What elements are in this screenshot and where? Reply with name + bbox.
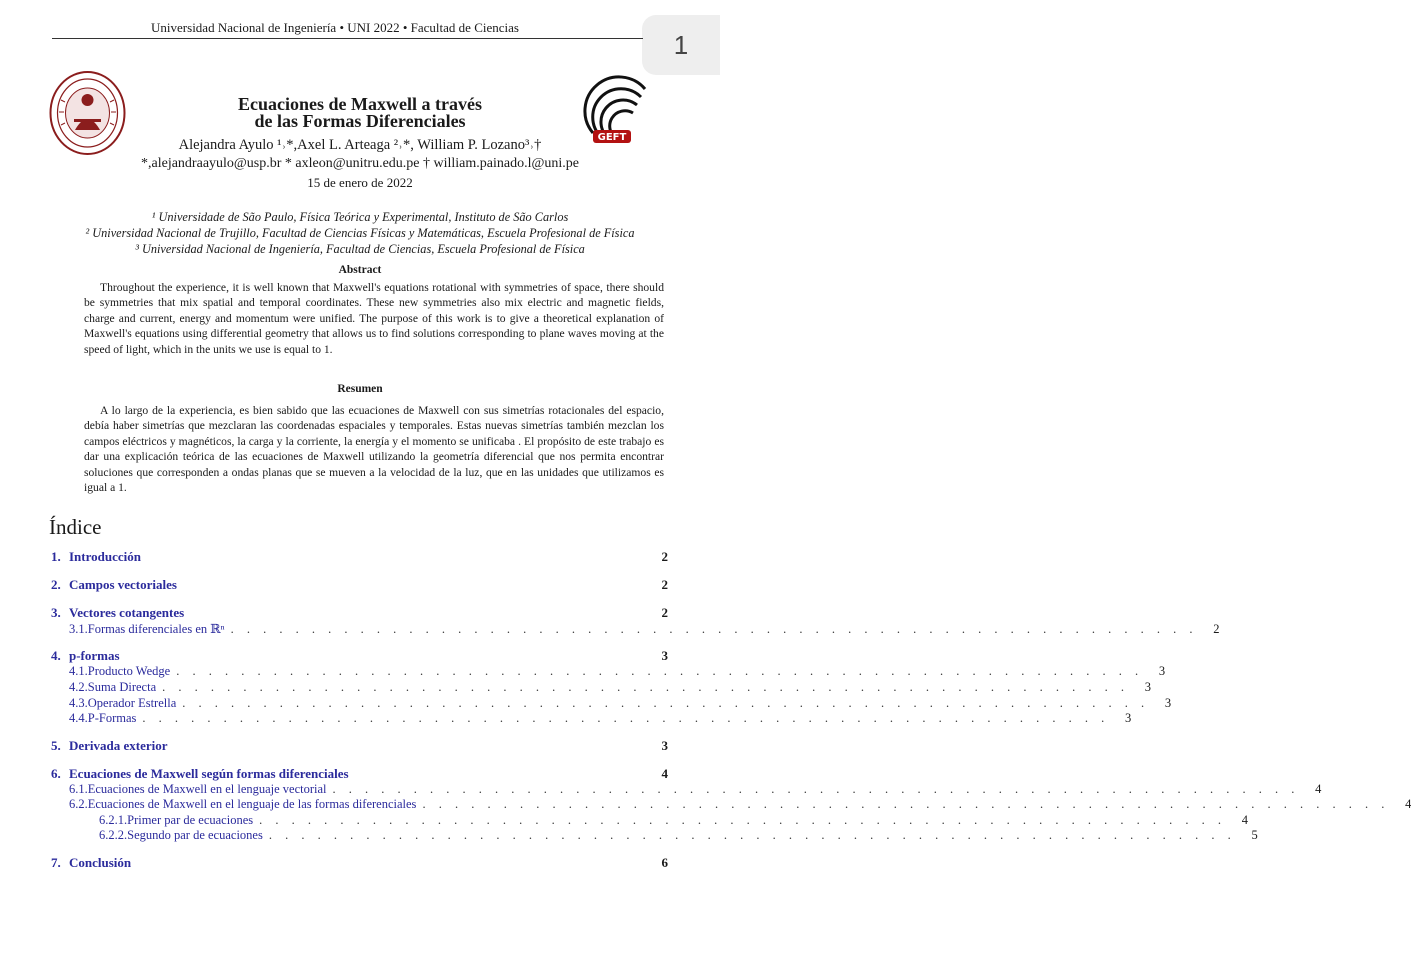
toc-entry[interactable]	[51, 605, 668, 621]
running-head: Universidad Nacional de Ingeniería • UNI 2022 • Facultad de Ciencias	[151, 20, 519, 35]
toc-entry[interactable]: 6.2.2. Segundo par de ecuaciones . . . . . . . . . . . . . . . . . . . . . . . . . . . . . . . . . . . . . . . . . . . . . . . . . . . . . . . . . . . . 5	[51, 828, 668, 843]
toc-entry-label: Operador Estrella	[87, 696, 177, 710]
toc-entry[interactable]: 4.3. Operador Estrella . . . . . . . . . . . . . . . . . . . . . . . . . . . . . . . . . . . . . . . . . . . . . . . . . . . . . . . . . . . . 3	[51, 696, 668, 711]
affiliation-3: ³ Universidad Nacional de Ingeniería, Facultad de Ciencias, Escuela Profesional de Física	[135, 242, 585, 256]
toc-entry-label: Producto Wedge	[87, 664, 171, 678]
toc-entry-label: Ecuaciones de Maxwell en el lenguaje de las formas diferenciales	[87, 797, 417, 811]
title-line-2: de las Formas Diferenciales	[254, 111, 466, 131]
toc-entry-number: 7.	[51, 855, 61, 870]
toc-entry-number: 6.	[51, 766, 61, 781]
affiliation-2: ² Universidad Nacional de Trujillo, Facultad de Ciencias Físicas y Matemáticas, Escuela Profesional de Física	[85, 226, 635, 240]
toc-entry-page: 4	[1241, 813, 1248, 827]
toc-entry-number: 4.1.	[69, 664, 88, 678]
toc-entry[interactable]	[51, 577, 668, 593]
toc-entry-number: 6.2.	[69, 797, 88, 811]
toc-entry-label: Conclusión	[69, 855, 132, 870]
abstract-text: Throughout the experience, it is well known that Maxwell's equations rotational with symmetries of space, there should be symmetries that mix spatial and temporal coordinates. These new symmetries also mix electric and magnetic fields, charge and current, energy and momentum were unified. The purpose of this work is to give a theoretical explanation of Maxwell's equations using differential geometry that allows us to find solutions corresponding to plane waves moving at the speed of light, which in the units we use is equal to 1.	[84, 281, 664, 356]
toc-entry-number: 6.2.1.	[99, 813, 128, 827]
toc-entry-number: 3.	[51, 605, 61, 620]
geft-logo-text: GEFT	[597, 132, 627, 143]
toc-entry[interactable]: 3.1. Formas diferenciales en ℝⁿ . . . . . . . . . . . . . . . . . . . . . . . . . . . . . . . . . . . . . . . . . . . . . . . . . . . . . . . . . . . . 2	[51, 621, 668, 637]
toc-entry-label: P-Formas	[87, 711, 137, 725]
toc-entry[interactable]	[51, 648, 668, 664]
toc-entry-page: 3	[661, 648, 668, 663]
toc-entry-page: 2	[661, 549, 668, 564]
toc-entry-label: Ecuaciones de Maxwell en el lenguaje vectorial	[87, 782, 327, 796]
toc-entry[interactable]: 4.2. Suma Directa . . . . . . . . . . . . . . . . . . . . . . . . . . . . . . . . . . . . . . . . . . . . . . . . . . . . . . . . . . . . 3	[51, 680, 668, 695]
toc-entry-page: 3	[1144, 680, 1152, 694]
toc-entry-number: 5.	[51, 738, 61, 753]
paper-title	[140, 96, 580, 130]
toc-entry-number: 2.	[51, 577, 61, 592]
toc-entry-label: Campos vectoriales	[69, 577, 177, 592]
resumen-heading: Resumen	[337, 383, 383, 395]
header-rule	[52, 38, 643, 39]
toc-entry[interactable]	[51, 549, 668, 565]
toc-entry-label: Ecuaciones de Maxwell según formas diferenciales	[69, 766, 349, 781]
page-number-badge: 1	[642, 15, 720, 75]
toc-entry[interactable]: 4.4. P-Formas . . . . . . . . . . . . . . . . . . . . . . . . . . . . . . . . . . . . . . . . . . . . . . . . . . . . . . . . . . . . 3	[51, 711, 668, 726]
toc-entry-number: 3.1.	[69, 622, 88, 636]
toc-entry-label: Suma Directa	[87, 680, 157, 694]
resumen-text: A lo largo de la experiencia, es bien sabido que las ecuaciones de Maxwell con sus simetrías rotacionales del espacio, debía haber simetrías que mezclaran las coordenadas espaciales y temporales. Estas nuevas simetrías también mezclan los campos eléctricos y magnéticos, la carga y la corriente, la energía y el momento se unificaba . El propósito de este trabajo es dar una explicación teórica de las ecuaciones de Maxwell utilizando la geometría diferencial que nos permita encontrar soluciones que corresponden a ondas planas que se mueven a la velocidad de la luz, que en las unidades que utilizamos es igual a 1.	[84, 404, 664, 495]
toc-entry-label: p-formas	[69, 648, 120, 663]
toc-entry-label: Segundo par de ecuaciones	[127, 828, 263, 842]
toc-entry[interactable]: 6.2. Ecuaciones de Maxwell en el lenguaje de las formas diferenciales . . . . . . . . . . . . . . . . . . . . . . . . . . . . . . . . . . . . . . . . . . . . . . . . . . . . . . . . . . . . 4	[51, 797, 668, 812]
toc-entry-number: 4.3.	[69, 696, 88, 710]
toc-entry-page: 3	[1164, 696, 1172, 710]
toc-entry-label: Primer par de ecuaciones	[127, 813, 254, 827]
toc-entry[interactable]	[51, 738, 668, 754]
toc-entry-label: Formas diferenciales en ℝⁿ	[87, 622, 225, 636]
toc-entry-number: 4.	[51, 648, 61, 663]
toc-entry-page: 2	[1213, 622, 1220, 636]
toc-entry-label: Vectores cotangentes	[69, 605, 185, 620]
toc-entry-page: 4	[1315, 782, 1322, 796]
toc-entry[interactable]: 6.2.1. Primer par de ecuaciones . . . . . . . . . . . . . . . . . . . . . . . . . . . . . . . . . . . . . . . . . . . . . . . . . . . . . . . . . . . . 4	[51, 813, 668, 828]
toc-entry-page: 5	[1251, 828, 1258, 842]
toc-entry[interactable]: 4.1. Producto Wedge . . . . . . . . . . . . . . . . . . . . . . . . . . . . . . . . . . . . . . . . . . . . . . . . . . . . . . . . . . . . 3	[51, 664, 668, 679]
abstract-heading: Abstract	[338, 264, 382, 276]
toc-entry-page: 3	[1158, 664, 1166, 678]
toc-entry[interactable]	[51, 766, 668, 782]
toc-heading: Índice	[49, 515, 102, 539]
toc-entry-number: 6.2.2.	[99, 828, 128, 842]
toc-entry-label: Introducción	[69, 549, 141, 564]
title-line-1: Ecuaciones de Maxwell a través	[238, 94, 482, 114]
toc-entry[interactable]	[51, 855, 668, 871]
toc-entry-page: 4	[1405, 797, 1411, 811]
toc-entry-page: 6	[661, 855, 668, 870]
toc-entry-page: 4	[661, 766, 668, 781]
toc-entry-number: 4.2.	[69, 680, 88, 694]
toc-entry-page: 3	[661, 738, 668, 753]
paper-date: 15 de enero de 2022	[307, 175, 413, 190]
toc-entry-page: 2	[661, 605, 668, 620]
author-list: Alejandra Ayulo ¹˒*,Axel L. Arteaga ²˒*, William P. Lozano³˒†	[178, 137, 542, 153]
toc-entry-label: Derivada exterior	[69, 738, 168, 753]
toc-entry-page: 3	[1125, 711, 1132, 725]
affiliation-1: ¹ Universidade de São Paulo, Física Teórica y Experimental, Instituto de São Carlos	[151, 210, 569, 224]
toc-entry-number: 1.	[51, 549, 61, 564]
toc-entry-page: 2	[661, 577, 668, 592]
author-emails: *,alejandraayulo@usp.br * axleon@unitru.edu.pe † william.painado.l@uni.pe	[141, 156, 579, 171]
toc-entry-number: 4.4.	[69, 711, 88, 725]
toc-entry[interactable]: 6.1. Ecuaciones de Maxwell en el lenguaje vectorial . . . . . . . . . . . . . . . . . . . . . . . . . . . . . . . . . . . . . . . . . . . . . . . . . . . . . . . . . . . . 4	[51, 782, 668, 797]
toc-entry-number: 6.1.	[69, 782, 88, 796]
